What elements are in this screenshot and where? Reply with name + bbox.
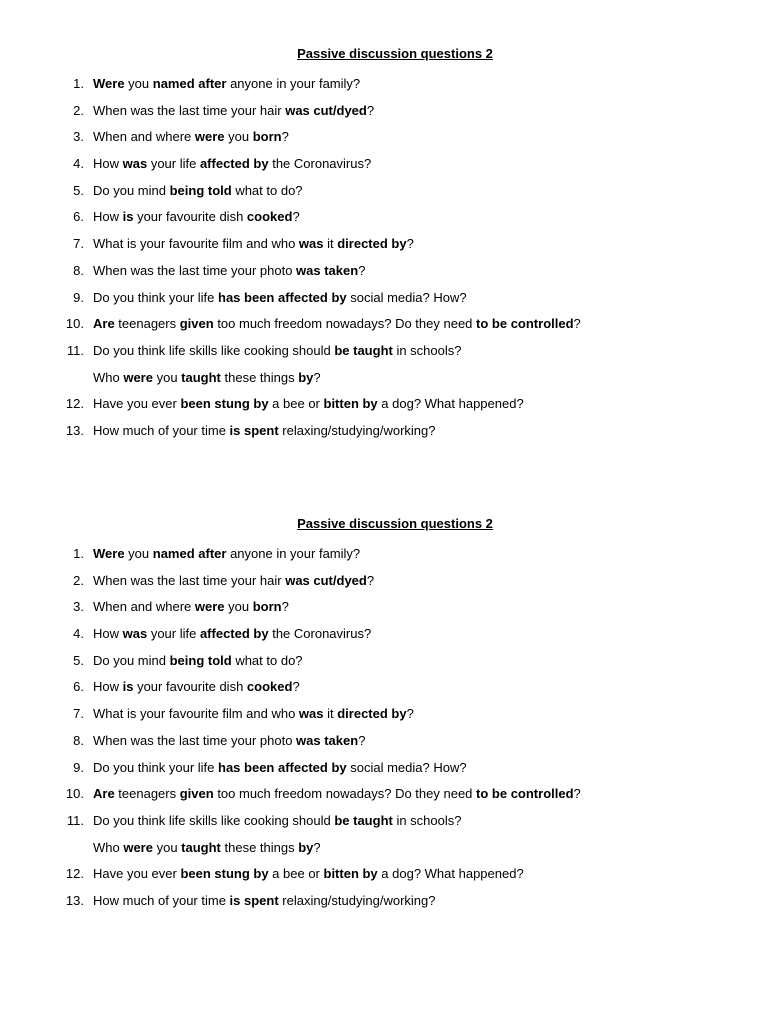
question-fragment: your favourite dish: [133, 209, 247, 225]
question-fragment: When was the last time your hair: [93, 572, 286, 588]
emphasized-phrase: Are: [93, 786, 115, 802]
question-text: [93, 621, 371, 648]
question-fragment: How: [93, 209, 123, 225]
question-fragment: what to do?: [231, 652, 303, 668]
question-text: [93, 231, 414, 258]
question-fragment: Do you mind: [93, 182, 170, 198]
emphasized-phrase: was cut/dyed: [285, 102, 367, 118]
question-item: [0, 781, 768, 808]
question-number: 13.: [65, 892, 84, 908]
emphasized-phrase: has been affected by: [218, 759, 347, 775]
question-fragment: you: [224, 599, 253, 615]
emphasized-phrase: born: [252, 129, 282, 145]
emphasized-phrase: directed by: [337, 706, 407, 722]
question-fragment: Have you ever: [93, 396, 181, 412]
question-fragment: a bee or: [268, 866, 324, 882]
question-fragment: When was the last time your photo: [93, 732, 297, 748]
question-fragment: in schools?: [392, 812, 462, 828]
emphasized-phrase: named after: [152, 546, 227, 561]
worksheet-title: Passive discussion questions 2: [297, 46, 493, 61]
question-number: 12.: [65, 396, 84, 412]
question-item: [0, 621, 768, 648]
emphasized-phrase: were: [194, 129, 225, 145]
question-fragment: When and where: [93, 129, 195, 145]
question-fragment: When was the last time your hair: [93, 102, 286, 118]
emphasized-phrase: was taken: [296, 262, 359, 278]
question-number: 3.: [73, 129, 84, 145]
question-fragment: you: [124, 546, 153, 561]
emphasized-phrase: were: [123, 839, 153, 855]
question-item: [0, 338, 768, 365]
question-fragment: How: [93, 679, 123, 695]
question-number: 9.: [73, 289, 84, 305]
question-item: [0, 648, 768, 675]
question-fragment: your life: [147, 156, 200, 172]
question-fragment: ?: [313, 839, 321, 855]
question-fragment: Have you ever: [93, 866, 181, 882]
emphasized-phrase: given: [179, 786, 214, 802]
emphasized-phrase: is spent: [229, 422, 279, 438]
emphasized-phrase: affected by: [199, 156, 269, 172]
question-fragment: How: [93, 156, 123, 172]
question-number: 6.: [73, 679, 84, 695]
question-fragment: Do you think your life: [93, 759, 219, 775]
question-fragment: teenagers: [114, 316, 180, 332]
emphasized-phrase: taught: [181, 369, 221, 385]
question-text: [93, 258, 365, 285]
emphasized-phrase: by: [298, 839, 314, 855]
question-text: [93, 365, 321, 392]
worksheet-title: Passive discussion questions 2: [297, 516, 493, 531]
question-fragment: Do you think life skills like cooking should: [93, 342, 335, 358]
emphasized-phrase: to be controlled: [476, 786, 574, 802]
question-fragment: How: [93, 626, 123, 642]
question-fragment: social media? How?: [346, 289, 467, 305]
question-number: 8.: [73, 732, 84, 748]
emphasized-phrase: has been affected by: [218, 289, 347, 305]
question-text: [93, 391, 524, 418]
question-text: [93, 311, 581, 338]
question-item: [0, 701, 768, 728]
question-item: [0, 755, 768, 782]
question-number: 10.: [65, 786, 84, 802]
question-number: 1.: [73, 76, 84, 91]
question-number: 12.: [65, 866, 84, 882]
emphasized-phrase: to be controlled: [476, 316, 574, 332]
question-item: [0, 391, 768, 418]
question-text: [93, 568, 374, 595]
emphasized-phrase: be taught: [334, 812, 393, 828]
question-item: [0, 888, 768, 915]
question-fragment: relaxing/studying/working?: [278, 892, 436, 908]
emphasized-phrase: was: [298, 236, 324, 252]
worksheet-top: [0, 44, 768, 445]
question-item: [0, 728, 768, 755]
question-item: [0, 151, 768, 178]
question-item: [0, 674, 768, 701]
question-item: [0, 285, 768, 312]
question-fragment: you: [152, 839, 182, 855]
emphasized-phrase: by: [298, 369, 314, 385]
emphasized-phrase: were: [123, 369, 153, 385]
emphasized-phrase: taught: [181, 839, 221, 855]
question-number: 5.: [73, 182, 84, 198]
question-fragment: Who: [93, 369, 124, 385]
question-number: 3.: [73, 599, 84, 615]
question-text: [93, 674, 300, 701]
emphasized-phrase: bitten by: [323, 866, 378, 882]
question-number: 1.: [73, 546, 84, 561]
question-text: [93, 418, 435, 445]
question-fragment: it: [323, 236, 338, 252]
question-fragment: in schools?: [392, 342, 462, 358]
question-text: [93, 285, 467, 312]
question-fragment: ?: [366, 102, 375, 118]
question-fragment: How much of your time: [93, 892, 230, 908]
question-fragment: your favourite dish: [133, 679, 247, 695]
question-fragment: Who: [93, 839, 124, 855]
question-number: 11.: [66, 342, 84, 358]
question-fragment: a dog? What happened?: [377, 396, 524, 412]
question-item: [0, 541, 768, 568]
question-text: [93, 124, 289, 151]
emphasized-phrase: cooked: [246, 679, 293, 695]
question-fragment: ?: [281, 599, 289, 615]
emphasized-phrase: being told: [169, 182, 232, 198]
emphasized-phrase: Were: [93, 76, 125, 91]
question-fragment: it: [323, 706, 338, 722]
question-fragment: the Coronavirus?: [268, 626, 372, 642]
question-number: 6.: [73, 209, 84, 225]
question-number: 5.: [73, 652, 84, 668]
question-number: 2.: [73, 572, 84, 588]
question-item: [0, 71, 768, 98]
question-text: [93, 338, 462, 365]
question-fragment: When was the last time your photo: [93, 262, 297, 278]
question-item: [0, 311, 768, 338]
question-fragment: your life: [147, 626, 200, 642]
question-number: 7.: [73, 236, 84, 252]
emphasized-phrase: being told: [169, 652, 232, 668]
emphasized-phrase: born: [252, 599, 282, 615]
question-text: [93, 541, 360, 568]
emphasized-phrase: is spent: [229, 892, 279, 908]
question-text: [93, 594, 289, 621]
question-fragment: ?: [406, 706, 414, 722]
question-fragment: a bee or: [268, 396, 324, 412]
question-fragment: too much freedom nowadays? Do they need: [213, 316, 477, 332]
question-fragment: ?: [292, 679, 300, 695]
question-item: [0, 365, 768, 392]
question-fragment: anyone in your family?: [226, 76, 361, 91]
question-fragment: ?: [406, 236, 414, 252]
question-fragment: ?: [573, 786, 581, 802]
question-text: [93, 808, 462, 835]
question-fragment: a dog? What happened?: [377, 866, 524, 882]
emphasized-phrase: directed by: [337, 236, 407, 252]
emphasized-phrase: be taught: [334, 342, 393, 358]
question-fragment: you: [152, 369, 182, 385]
question-number: 11.: [66, 812, 84, 828]
question-fragment: What is your favourite film and who: [93, 236, 299, 252]
question-number: 7.: [73, 706, 84, 722]
question-item: [0, 568, 768, 595]
question-item: [0, 204, 768, 231]
question-item: [0, 594, 768, 621]
emphasized-phrase: been stung by: [180, 866, 269, 882]
question-item: [0, 418, 768, 445]
question-text: [93, 204, 300, 231]
emphasized-phrase: is: [122, 209, 134, 225]
question-text: [93, 861, 524, 888]
emphasized-phrase: was: [122, 626, 148, 642]
question-text: [93, 151, 371, 178]
question-list: [0, 541, 768, 915]
question-fragment: ?: [573, 316, 581, 332]
question-text: [93, 701, 414, 728]
question-item: [0, 178, 768, 205]
question-item: [0, 231, 768, 258]
question-number: 13.: [65, 422, 84, 438]
emphasized-phrase: Are: [93, 316, 115, 332]
question-fragment: the Coronavirus?: [268, 156, 372, 172]
question-fragment: Do you think your life: [93, 289, 219, 305]
question-fragment: these things: [220, 839, 299, 855]
question-item: [0, 861, 768, 888]
question-fragment: Do you mind: [93, 652, 170, 668]
question-list: [0, 71, 768, 445]
emphasized-phrase: been stung by: [180, 396, 269, 412]
emphasized-phrase: given: [179, 316, 214, 332]
question-number: 4.: [73, 626, 84, 642]
question-fragment: ?: [281, 129, 289, 145]
question-fragment: What is your favourite film and who: [93, 706, 299, 722]
question-text: [93, 835, 321, 862]
emphasized-phrase: Were: [93, 546, 125, 561]
question-fragment: Do you think life skills like cooking should: [93, 812, 335, 828]
question-item: [0, 124, 768, 151]
emphasized-phrase: affected by: [199, 626, 269, 642]
question-fragment: ?: [292, 209, 300, 225]
emphasized-phrase: was cut/dyed: [285, 572, 367, 588]
emphasized-phrase: is: [122, 679, 134, 695]
emphasized-phrase: bitten by: [323, 396, 378, 412]
question-fragment: you: [124, 76, 153, 91]
worksheet-bottom: [0, 514, 768, 915]
question-item: [0, 835, 768, 862]
emphasized-phrase: cooked: [246, 209, 293, 225]
question-fragment: teenagers: [114, 786, 180, 802]
emphasized-phrase: was: [298, 706, 324, 722]
question-fragment: When and where: [93, 599, 195, 615]
question-text: [93, 178, 303, 205]
question-text: [93, 71, 360, 98]
question-item: [0, 808, 768, 835]
question-number: 2.: [73, 102, 84, 118]
question-fragment: anyone in your family?: [226, 546, 361, 561]
emphasized-phrase: was: [122, 156, 148, 172]
emphasized-phrase: named after: [152, 76, 227, 91]
question-number: 4.: [73, 156, 84, 172]
question-text: [93, 648, 303, 675]
question-text: [93, 728, 365, 755]
question-fragment: these things: [220, 369, 299, 385]
question-fragment: relaxing/studying/working?: [278, 422, 436, 438]
question-number: 10.: [65, 316, 84, 332]
question-fragment: ?: [358, 262, 366, 278]
question-text: [93, 98, 374, 125]
question-fragment: ?: [358, 732, 366, 748]
question-fragment: ?: [366, 572, 375, 588]
question-item: [0, 258, 768, 285]
emphasized-phrase: was taken: [296, 732, 359, 748]
question-fragment: what to do?: [231, 182, 303, 198]
question-number: 9.: [73, 759, 84, 775]
question-text: [93, 888, 435, 915]
question-fragment: social media? How?: [346, 759, 467, 775]
question-number: 8.: [73, 262, 84, 278]
question-fragment: How much of your time: [93, 422, 230, 438]
question-text: [93, 755, 467, 782]
question-fragment: ?: [313, 369, 321, 385]
question-fragment: too much freedom nowadays? Do they need: [213, 786, 477, 802]
question-item: [0, 98, 768, 125]
question-text: [93, 781, 581, 808]
question-fragment: you: [224, 129, 253, 145]
emphasized-phrase: were: [194, 599, 225, 615]
